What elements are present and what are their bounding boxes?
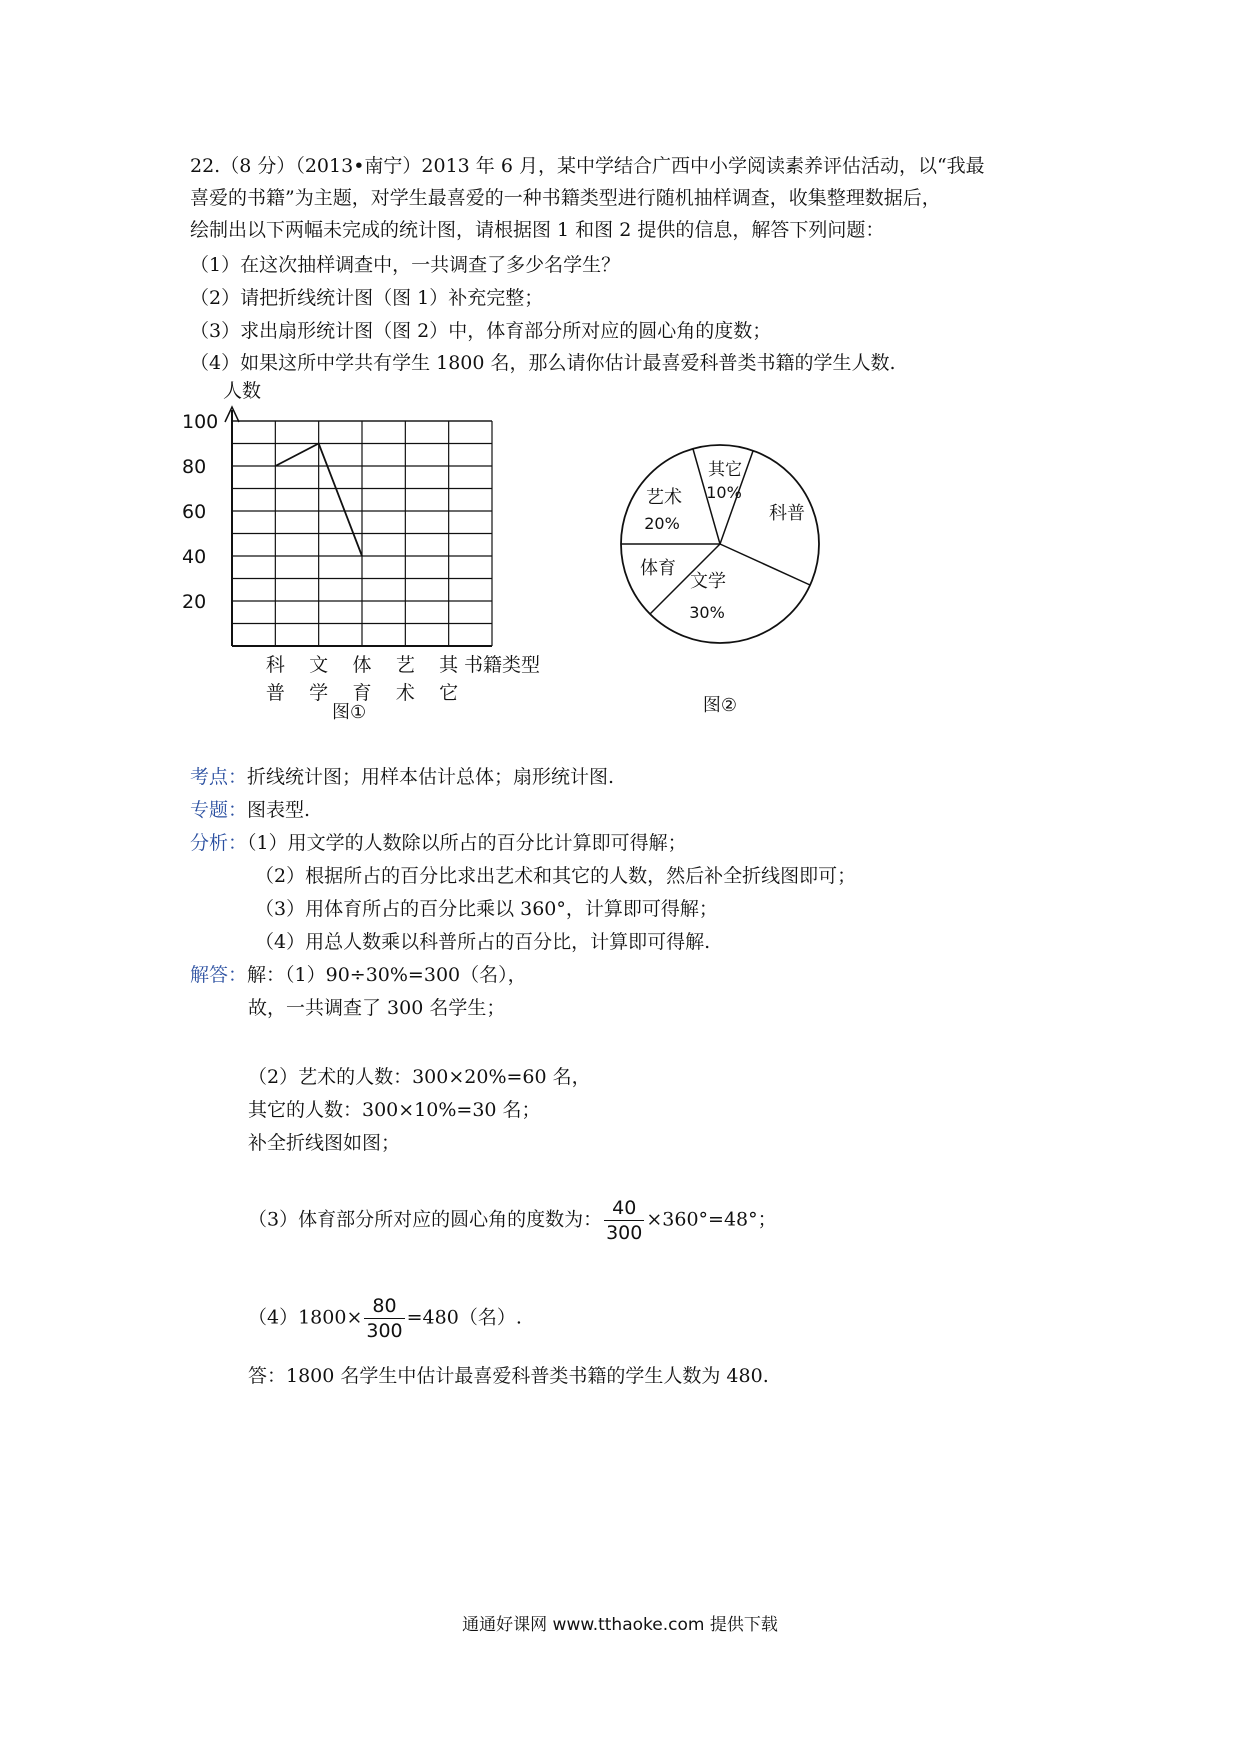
fenxi-item-3: （3）用体育所占的百分比乘以 360°，计算即可得解； bbox=[255, 898, 718, 920]
fraction-40-300 bbox=[604, 1196, 644, 1245]
jieda-label: 解答： bbox=[190, 964, 248, 986]
footer-credit: 通通好课网 www.tthaoke.com 提供下载 bbox=[462, 1615, 778, 1635]
kaodian-row bbox=[190, 764, 614, 790]
x-category-label: 体 bbox=[352, 654, 372, 676]
solution-3 bbox=[248, 1196, 777, 1245]
fenxi-label: 分析： bbox=[190, 832, 248, 854]
x-category-label: 其 bbox=[439, 654, 459, 676]
solution-1a: 解：（1）90÷30%=300（名）， bbox=[247, 964, 527, 986]
slice-label-yishu: 艺术 bbox=[646, 487, 682, 508]
x-category-label: 艺 bbox=[395, 654, 415, 676]
line-chart bbox=[180, 375, 580, 735]
slice-label-kepu: 科普 bbox=[769, 503, 805, 524]
x-category-label: 它 bbox=[439, 682, 459, 704]
solution-3-post: ×360°=48°； bbox=[646, 1208, 777, 1231]
solution-4 bbox=[248, 1294, 522, 1343]
slice-pct-wenxue: 30% bbox=[689, 603, 725, 622]
fraction-80-300 bbox=[364, 1294, 404, 1343]
final-answer: 答：1800 名学生中估计最喜爱科普类书籍的学生人数为 480. bbox=[248, 1365, 769, 1387]
y-tick-label: 20 bbox=[182, 591, 207, 613]
problem-line-3: 绘制出以下两幅未完成的统计图，请根据图 1 和图 2 提供的信息，解答下列问题： bbox=[190, 219, 885, 241]
question-2: （2）请把折线统计图（图 1）补充完整； bbox=[190, 287, 544, 309]
problem-line-1: 22.（8 分）（2013•南宁）2013 年 6 月，某中学结合广西中小学阅读素养评估活动，以“我最 bbox=[190, 155, 985, 177]
x-category-label: 学 bbox=[309, 682, 329, 704]
x-category-label: 育 bbox=[352, 682, 372, 704]
x-category-label: 普 bbox=[265, 682, 285, 704]
zhuanti-label: 专题： bbox=[190, 799, 248, 821]
kaodian-label: 考点： bbox=[190, 766, 248, 788]
solution-3-pre: （3）体育部分所对应的圆心角的度数为： bbox=[248, 1208, 603, 1231]
x-axis-label: 书籍类型 bbox=[464, 654, 541, 676]
y-axis-label: 人数 bbox=[223, 380, 262, 402]
solution-1b: 故，一共调查了 300 名学生； bbox=[248, 997, 506, 1019]
fenxi-item-1: （1）用文学的人数除以所占的百分比计算即可得解； bbox=[247, 832, 687, 854]
x-category-label: 科 bbox=[265, 654, 285, 676]
slice-label-wenxue: 文学 bbox=[690, 571, 726, 592]
solution-2c: 补全折线图如图； bbox=[248, 1132, 401, 1154]
question-3: （3）求出扇形统计图（图 2）中，体育部分所对应的圆心角的度数； bbox=[190, 320, 772, 342]
fraction-numerator: 40 bbox=[604, 1196, 644, 1221]
zhuanti-row bbox=[190, 797, 310, 823]
fraction-numerator: 80 bbox=[364, 1294, 404, 1319]
slice-label-tiyu: 体育 bbox=[640, 558, 676, 579]
chart-grid bbox=[232, 421, 492, 646]
slice-pct-qita: 10% bbox=[706, 483, 742, 502]
fenxi-item-2: （2）根据所占的百分比求出艺术和其它的人数，然后补全折线图即可； bbox=[255, 865, 857, 887]
fraction-denominator: 300 bbox=[366, 1320, 403, 1342]
jieda-row bbox=[190, 962, 527, 988]
solution-4-pre: （4）1800× bbox=[248, 1306, 363, 1329]
fenxi-row-1 bbox=[190, 830, 687, 856]
y-tick-label: 80 bbox=[182, 456, 207, 478]
figure-1-caption: 图① bbox=[332, 702, 367, 723]
slice-pct-yishu: 20% bbox=[644, 514, 680, 533]
question-1: （1）在这次抽样调查中，一共调查了多少名学生？ bbox=[190, 254, 621, 276]
kaodian-text: 折线统计图；用样本估计总体；扇形统计图. bbox=[247, 766, 615, 788]
pie-divider-kepu-wenxue bbox=[720, 544, 810, 585]
zhuanti-text: 图表型. bbox=[247, 799, 311, 821]
fenxi-item-4: （4）用总人数乘以科普所占的百分比，计算即可得解. bbox=[255, 931, 711, 953]
y-tick-label: 60 bbox=[182, 501, 207, 523]
pie-chart bbox=[600, 420, 840, 720]
y-tick-label: 100 bbox=[182, 411, 219, 433]
figure-2-caption: 图② bbox=[702, 695, 738, 716]
y-tick-label: 40 bbox=[182, 546, 207, 568]
fraction-denominator: 300 bbox=[606, 1222, 643, 1244]
solution-4-post: =480（名）. bbox=[406, 1306, 522, 1329]
slice-label-qita: 其它 bbox=[708, 460, 742, 480]
problem-line-2: 喜爱的书籍”为主题，对学生最喜爱的一种书籍类型进行随机抽样调查，收集整理数据后， bbox=[190, 187, 941, 209]
solution-2b: 其它的人数：300×10%=30 名； bbox=[248, 1099, 541, 1121]
question-4: （4）如果这所中学共有学生 1800 名，那么请你估计最喜爱科普类书籍的学生人数. bbox=[190, 352, 896, 374]
x-category-label: 文 bbox=[309, 654, 329, 676]
x-category-label: 术 bbox=[395, 682, 415, 704]
solution-2a: （2）艺术的人数：300×20%=60 名， bbox=[248, 1066, 591, 1088]
